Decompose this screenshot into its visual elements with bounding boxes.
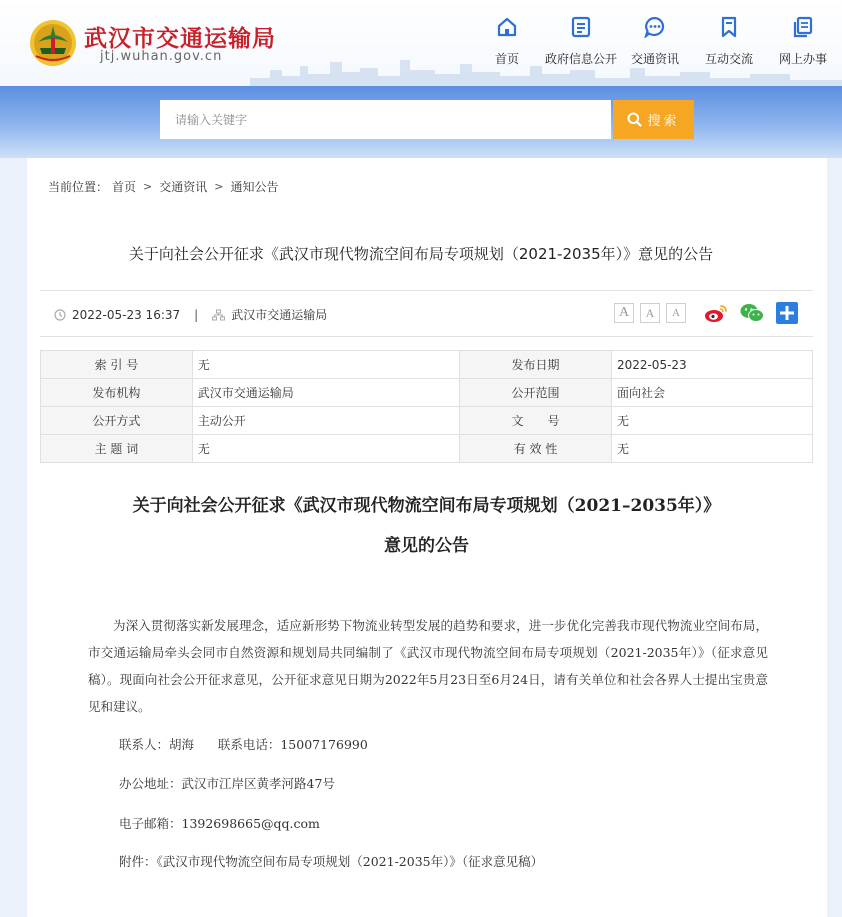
- article-title-line2: 意见的公告: [384, 536, 469, 556]
- info-key: 公开方式: [41, 407, 193, 435]
- organization-icon: [212, 309, 225, 321]
- clock-icon: [54, 309, 66, 321]
- info-value: 2022-05-23: [611, 351, 812, 379]
- nav-label: 交通资讯: [630, 52, 679, 66]
- info-value: 无: [611, 407, 812, 435]
- font-size-small-button[interactable]: A: [666, 303, 686, 323]
- breadcrumb-prefix: 当前位置：: [48, 180, 109, 194]
- meta-separator: |: [194, 307, 199, 322]
- site-header: [0, 0, 842, 86]
- info-key: 文 号: [460, 407, 612, 435]
- breadcrumb-transport-news[interactable]: 交通资讯: [159, 180, 208, 194]
- info-key: 发布日期: [460, 351, 612, 379]
- files-icon: [792, 16, 814, 38]
- site-name[interactable]: 武汉市交通运输局: [84, 26, 276, 52]
- home-icon: [496, 16, 518, 38]
- attachment-link[interactable]: 《武汉市现代物流空间布局专项规划（2021-2035年）》（征求意见稿）: [156, 854, 544, 869]
- nav-item-home[interactable]: [470, 14, 544, 74]
- search-input[interactable]: [160, 100, 611, 139]
- article-meta: [54, 306, 327, 323]
- article-title-line1: 关于向社会公开征求《武汉市现代物流空间布局专项规划（2021–2035年）》: [132, 496, 721, 516]
- article-body-paragraph: 为深入贯彻落实新发展理念，适应新形势下物流业转型发展的趋势和要求，进一步优化完善我市现代物流业空间布局，市交通运输局牵头会同市自然资源和规划局共同编制了《武汉市现代物流空间布局专项规划（2021-2035年）》（征求意见稿）。现面向社会公开征求意见，公开征求意见日期为2022年5月23日至6月24日，请有关单位和社会各界人士提出宝贵意见和建议。: [88, 618, 768, 714]
- attachment-prefix: 附件：: [119, 854, 157, 869]
- table-row: [41, 379, 813, 407]
- nav-label: 互动交流: [704, 52, 753, 66]
- plus-share-icon[interactable]: [776, 302, 798, 324]
- info-value: 无: [192, 435, 459, 463]
- nav-label: 首页: [494, 52, 519, 66]
- site-url: jtj.wuhan.gov.cn: [100, 49, 223, 64]
- info-key: 有 效 性: [460, 435, 612, 463]
- info-key: 发布机构: [41, 379, 193, 407]
- search-button-label: 搜索: [647, 113, 680, 128]
- breadcrumb-notices[interactable]: 通知公告: [230, 180, 279, 194]
- email-line: 电子邮箱：1392698665@qq.com: [119, 816, 320, 831]
- nav-label: 网上办事: [778, 52, 827, 66]
- info-key: 索 引 号: [41, 351, 193, 379]
- nav-item-interaction[interactable]: [692, 14, 766, 74]
- breadcrumb-home[interactable]: 首页: [112, 180, 137, 194]
- chat-icon: [644, 16, 666, 38]
- search-icon: [627, 112, 642, 127]
- info-value: 面向社会: [611, 379, 812, 407]
- info-key: 公开范围: [460, 379, 612, 407]
- font-size-medium-button[interactable]: A: [640, 303, 660, 323]
- breadcrumb-separator: >: [143, 180, 153, 193]
- info-value: 武汉市交通运输局: [192, 379, 459, 407]
- main-nav: [470, 14, 840, 74]
- publish-datetime: 2022-05-23 16:37: [72, 307, 181, 322]
- document-icon: [570, 16, 592, 38]
- table-row: [41, 351, 813, 379]
- wechat-icon[interactable]: [740, 303, 764, 323]
- table-row: [41, 435, 813, 463]
- nav-item-transport-news[interactable]: [618, 14, 692, 74]
- breadcrumb: [48, 178, 279, 195]
- article-meta-bar: [40, 290, 813, 337]
- font-size-large-button[interactable]: A: [614, 303, 634, 323]
- address-line: 办公地址：武汉市江岸区黄孝河路47号: [119, 776, 335, 791]
- nav-item-gov-info[interactable]: [544, 14, 618, 74]
- table-row: [41, 407, 813, 435]
- contact-line: 联系人：胡海 联系电话：15007176990: [119, 737, 368, 752]
- nav-item-online-service[interactable]: [766, 14, 840, 74]
- publisher-name: 武汉市交通运输局: [231, 308, 328, 322]
- info-value: 无: [192, 351, 459, 379]
- bookmark-icon: [718, 16, 740, 38]
- page-title: 关于向社会公开征求《武汉市现代物流空间布局专项规划（2021-2035年）》意见的公告: [128, 245, 714, 263]
- nav-label: 政府信息公开: [544, 52, 617, 66]
- attachment-line: [119, 852, 543, 870]
- search-button[interactable]: [613, 100, 694, 139]
- weibo-icon[interactable]: [704, 303, 728, 323]
- government-emblem-logo[interactable]: [28, 18, 78, 68]
- breadcrumb-separator: >: [214, 180, 224, 193]
- info-value: 无: [611, 435, 812, 463]
- info-value: 主动公开: [192, 407, 459, 435]
- article-tools: [614, 302, 798, 324]
- document-info-table: [40, 350, 813, 463]
- info-key: 主 题 词: [41, 435, 193, 463]
